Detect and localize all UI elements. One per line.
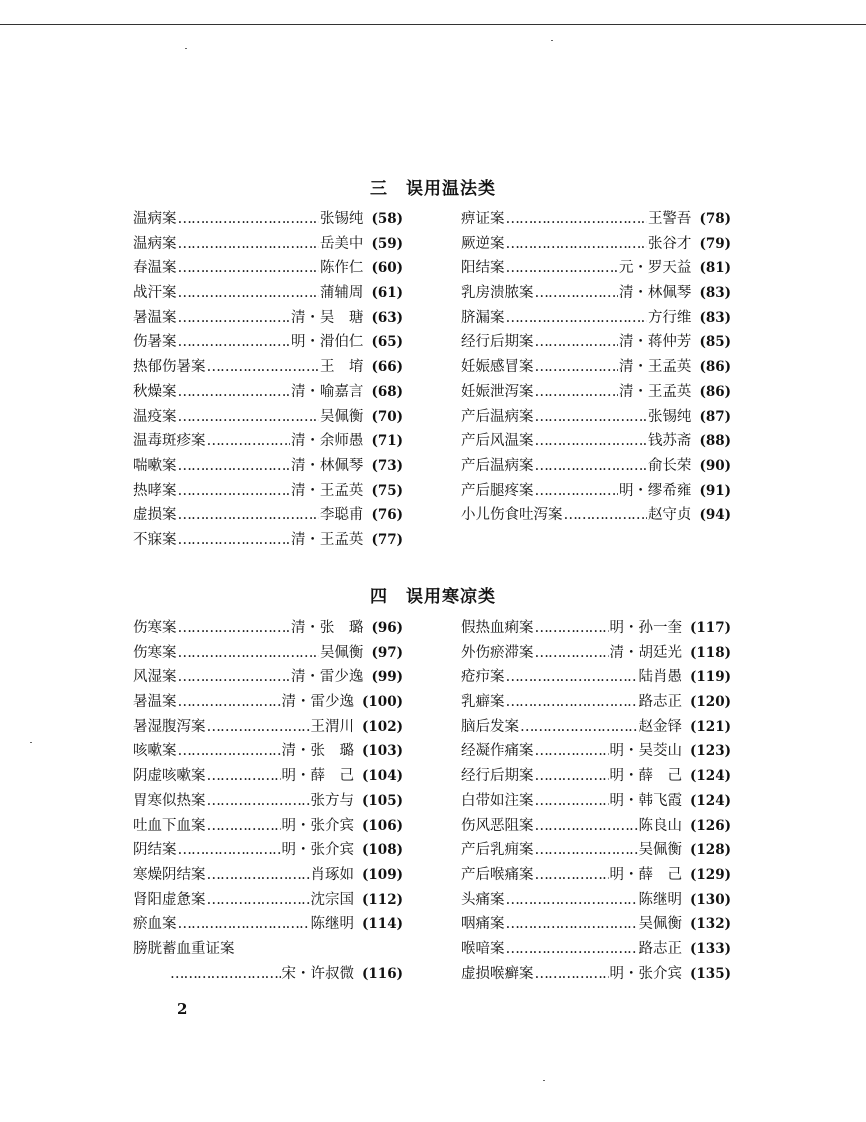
entry-author: 肖琢如 xyxy=(310,866,355,883)
toc-entry xyxy=(461,739,731,764)
entry-page: (65) xyxy=(371,334,403,351)
entry-title: 暑温案 xyxy=(133,309,177,326)
entry-page: (85) xyxy=(699,334,731,351)
entry-page: (61) xyxy=(371,285,403,302)
entry-title: 乳房溃脓案 xyxy=(461,285,534,302)
entry-title: 伤暑案 xyxy=(133,334,177,351)
toc-entry xyxy=(133,863,403,888)
section-number: 四 xyxy=(370,587,388,607)
entry-author: 清・喻嘉言 xyxy=(290,383,364,400)
toc-entry xyxy=(461,665,731,690)
entry-page: (102) xyxy=(362,718,403,735)
entry-author: 明・缪希雍 xyxy=(618,482,692,499)
page-number: 2 xyxy=(177,1000,188,1018)
toc-entry xyxy=(461,715,731,740)
leader-dots xyxy=(564,503,647,528)
entry-title: 热郁伤暑案 xyxy=(133,359,206,376)
toc-entry xyxy=(461,690,731,715)
entry-title: 温病案 xyxy=(133,211,177,227)
entry-page: (103) xyxy=(362,743,403,760)
toc-entry xyxy=(461,479,731,504)
leader-dots xyxy=(170,962,281,987)
entry-title: 春温案 xyxy=(133,260,177,277)
toc-entry xyxy=(133,888,403,913)
scan-speck xyxy=(551,40,553,41)
leader-dots xyxy=(178,528,290,553)
entry-title: 风湿案 xyxy=(133,669,177,686)
entry-author: 明・薛 己 xyxy=(609,768,683,785)
entry-title: 脐漏案 xyxy=(461,309,505,326)
toc-entry xyxy=(133,690,403,715)
entry-title: 阴虚咳嗽案 xyxy=(133,768,206,785)
entry-title: 咽痛案 xyxy=(461,916,505,933)
leader-dots xyxy=(535,739,609,764)
toc-entry xyxy=(461,962,731,987)
entry-page: (108) xyxy=(362,842,403,859)
entry-author: 清・蒋仲芳 xyxy=(618,334,692,351)
entry-author: 清・王孟英 xyxy=(618,359,692,376)
leader-dots xyxy=(207,863,310,888)
leader-dots xyxy=(535,641,609,666)
leader-dots xyxy=(520,715,638,740)
toc-entry xyxy=(133,789,403,814)
entry-page: (81) xyxy=(699,260,731,277)
entry-author: 路志正 xyxy=(638,940,683,957)
entry-page: (86) xyxy=(699,383,731,400)
leader-dots xyxy=(535,355,618,380)
entry-title: 疮疖案 xyxy=(461,669,505,686)
entry-page: (75) xyxy=(371,482,403,499)
entry-author: 俞长荣 xyxy=(647,457,692,474)
toc-entry xyxy=(133,207,403,232)
leader-dots xyxy=(178,616,290,641)
toc-entry xyxy=(461,616,731,641)
entry-page: (83) xyxy=(699,309,731,326)
leader-dots xyxy=(178,256,319,281)
entry-title: 秋燥案 xyxy=(133,383,177,400)
entry-title: 产后腿疼案 xyxy=(461,482,534,499)
entry-page: (78) xyxy=(699,211,731,227)
leader-dots xyxy=(535,789,609,814)
entry-author: 陈继明 xyxy=(638,891,683,908)
leader-dots xyxy=(207,814,281,839)
entry-title: 妊娠泄泻案 xyxy=(461,383,534,400)
leader-dots xyxy=(178,281,319,306)
toc-entry xyxy=(461,330,731,355)
toc-entry xyxy=(133,739,403,764)
entry-author: 岳美中 xyxy=(319,235,364,252)
entry-author: 清・林佩琴 xyxy=(290,457,364,474)
entry-title: 暑湿腹泻案 xyxy=(133,718,206,735)
entry-author: 赵金铎 xyxy=(638,718,683,735)
entry-title: 瘀血案 xyxy=(133,916,177,933)
entry-page: (88) xyxy=(699,433,731,450)
entry-page: (129) xyxy=(690,866,731,883)
entry-author: 张锡纯 xyxy=(647,408,692,425)
entry-title: 温疫案 xyxy=(133,408,177,425)
entry-page: (117) xyxy=(690,620,731,636)
leader-dots xyxy=(178,330,290,355)
entry-page: (58) xyxy=(371,211,403,227)
entry-title: 肾阳虚惫案 xyxy=(133,891,206,908)
entry-page: (112) xyxy=(362,891,403,908)
entry-author: 清・林佩琴 xyxy=(618,285,692,302)
entry-page: (106) xyxy=(362,817,403,834)
leader-dots xyxy=(178,503,319,528)
entry-page: (128) xyxy=(690,842,731,859)
entry-page: (109) xyxy=(362,866,403,883)
entry-page: (73) xyxy=(371,457,403,474)
toc-entry xyxy=(461,454,731,479)
entry-title: 脑后发案 xyxy=(461,718,519,735)
entry-title: 痹证案 xyxy=(461,211,505,227)
scan-speck xyxy=(185,48,187,49)
entry-title: 虚损喉癣案 xyxy=(461,965,534,982)
leader-dots xyxy=(535,479,618,504)
toc-entry xyxy=(461,380,731,405)
section-title: 误用寒凉类 xyxy=(406,587,496,607)
section-heading xyxy=(0,174,866,199)
entry-author: 王警吾 xyxy=(647,211,692,227)
leader-dots xyxy=(535,330,618,355)
leader-dots xyxy=(506,306,647,331)
entry-author: 明・孙一奎 xyxy=(609,620,683,636)
entry-title: 产后温病案 xyxy=(461,408,534,425)
entry-author: 陈作仁 xyxy=(319,260,364,277)
entry-page: (71) xyxy=(371,433,403,450)
section-heading xyxy=(0,582,866,607)
entry-author: 明・滑伯仁 xyxy=(290,334,364,351)
entry-author: 路志正 xyxy=(638,694,683,711)
toc-entry xyxy=(461,888,731,913)
entry-author: 沈宗国 xyxy=(310,891,355,908)
leader-dots xyxy=(535,764,609,789)
toc-entry xyxy=(461,838,731,863)
entry-author: 清・雷少逸 xyxy=(290,669,364,686)
toc-column-right xyxy=(461,616,731,986)
entry-title: 产后温病案 xyxy=(461,457,534,474)
toc-entry xyxy=(133,503,403,528)
entry-title: 伤风恶阻案 xyxy=(461,817,534,834)
top-rule xyxy=(0,24,866,25)
entry-title: 妊娠感冒案 xyxy=(461,359,534,376)
toc-entry xyxy=(461,912,731,937)
toc-entry xyxy=(133,429,403,454)
entry-author: 清・雷少逸 xyxy=(281,694,355,711)
toc-entry xyxy=(461,764,731,789)
leader-dots xyxy=(506,207,647,232)
entry-page: (94) xyxy=(699,507,731,524)
toc-column-left xyxy=(133,207,403,553)
toc-entry xyxy=(133,306,403,331)
leader-dots xyxy=(535,863,609,888)
entry-page: (76) xyxy=(371,507,403,524)
entry-author: 陆肖愚 xyxy=(638,669,683,686)
toc-entry xyxy=(133,528,403,553)
toc-entry xyxy=(133,962,403,987)
entry-page: (70) xyxy=(371,408,403,425)
entry-page: (99) xyxy=(371,669,403,686)
toc-entry xyxy=(133,380,403,405)
entry-page: (123) xyxy=(690,743,731,760)
toc-entry xyxy=(133,281,403,306)
entry-title: 乳癖案 xyxy=(461,694,505,711)
toc-entry xyxy=(133,454,403,479)
entry-page: (118) xyxy=(690,644,731,661)
section-number: 三 xyxy=(370,179,388,199)
leader-dots xyxy=(207,355,319,380)
leader-dots xyxy=(535,454,647,479)
entry-author: 清・王孟英 xyxy=(290,482,364,499)
entry-title: 产后喉痛案 xyxy=(461,866,534,883)
entry-page: (59) xyxy=(371,235,403,252)
toc-entry xyxy=(133,330,403,355)
entry-author: 李聪甫 xyxy=(319,507,364,524)
entry-page: (100) xyxy=(362,694,403,711)
entry-author: 张谷才 xyxy=(647,235,692,252)
leader-dots xyxy=(207,715,310,740)
leader-dots xyxy=(506,665,638,690)
entry-title: 外伤瘀滞案 xyxy=(461,644,534,661)
entry-title: 经凝作痛案 xyxy=(461,743,534,760)
toc-entry xyxy=(461,789,731,814)
entry-author: 吴佩衡 xyxy=(319,644,364,661)
entry-page: (66) xyxy=(371,359,403,376)
leader-dots xyxy=(535,962,609,987)
entry-author: 元・罗天益 xyxy=(618,260,692,277)
leader-dots xyxy=(506,690,638,715)
entry-author: 宋・许叔微 xyxy=(281,965,355,982)
entry-page: (91) xyxy=(699,482,731,499)
toc-entry xyxy=(461,207,731,232)
leader-dots xyxy=(506,937,638,962)
entry-title: 厥逆案 xyxy=(461,235,505,252)
leader-dots xyxy=(535,405,647,430)
entry-title: 吐血下血案 xyxy=(133,817,206,834)
leader-dots xyxy=(506,232,647,257)
entry-author: 清・张 璐 xyxy=(281,743,355,760)
entry-title: 温病案 xyxy=(133,235,177,252)
entry-author: 清・王孟英 xyxy=(618,383,692,400)
leader-dots xyxy=(178,306,290,331)
leader-dots xyxy=(178,232,319,257)
entry-author: 明・张介宾 xyxy=(609,965,683,982)
toc-entry xyxy=(133,665,403,690)
toc-column-left xyxy=(133,616,403,986)
toc-entry xyxy=(133,814,403,839)
toc-entry xyxy=(133,405,403,430)
entry-page: (124) xyxy=(690,792,731,809)
toc-entry xyxy=(133,232,403,257)
leader-dots xyxy=(178,479,290,504)
scan-speck xyxy=(543,1080,545,1081)
leader-dots xyxy=(178,454,290,479)
entry-title: 热哮案 xyxy=(133,482,177,499)
leader-dots xyxy=(178,690,281,715)
entry-author: 明・薛 己 xyxy=(609,866,683,883)
entry-title: 伤寒案 xyxy=(133,644,177,661)
entry-author: 清・吴 瑭 xyxy=(290,309,364,326)
entry-title: 膀胱蓄血重证案 xyxy=(133,940,235,957)
entry-page: (97) xyxy=(371,644,403,661)
leader-dots xyxy=(535,838,638,863)
entry-page: (83) xyxy=(699,285,731,302)
entry-author: 王渭川 xyxy=(310,718,355,735)
entry-author: 清・余师愚 xyxy=(290,433,364,450)
entry-title: 经行后期案 xyxy=(461,334,534,351)
entry-title: 阴结案 xyxy=(133,842,177,859)
leader-dots xyxy=(207,789,310,814)
toc-column-right xyxy=(461,207,731,528)
entry-title: 温毒斑疹案 xyxy=(133,433,206,450)
entry-title: 不寐案 xyxy=(133,531,177,548)
entry-page: (87) xyxy=(699,408,731,425)
entry-page: (63) xyxy=(371,309,403,326)
leader-dots xyxy=(178,739,281,764)
entry-title: 伤寒案 xyxy=(133,620,177,636)
toc-entry xyxy=(133,838,403,863)
entry-title: 产后风温案 xyxy=(461,433,534,450)
entry-author: 明・吴茭山 xyxy=(609,743,683,760)
toc-entry xyxy=(461,232,731,257)
entry-author: 赵守贞 xyxy=(647,507,692,524)
entry-author: 明・薛 己 xyxy=(281,768,355,785)
leader-dots xyxy=(535,814,638,839)
leader-dots xyxy=(207,429,290,454)
entry-title: 寒燥阴结案 xyxy=(133,866,206,883)
entry-page: (114) xyxy=(362,916,403,933)
entry-title: 小儿伤食吐泻案 xyxy=(461,507,563,524)
entry-page: (60) xyxy=(371,260,403,277)
leader-dots xyxy=(207,764,281,789)
toc-entry xyxy=(461,306,731,331)
entry-page: (105) xyxy=(362,792,403,809)
entry-title: 经行后期案 xyxy=(461,768,534,785)
leader-dots xyxy=(207,888,310,913)
entry-page: (77) xyxy=(371,531,403,548)
entry-title: 阳结案 xyxy=(461,260,505,277)
leader-dots xyxy=(535,429,647,454)
toc-entry xyxy=(461,405,731,430)
entry-title: 暑温案 xyxy=(133,694,177,711)
entry-page: (68) xyxy=(371,383,403,400)
entry-author: 张锡纯 xyxy=(319,211,364,227)
entry-page: (96) xyxy=(371,620,403,636)
toc-entry xyxy=(133,764,403,789)
leader-dots xyxy=(178,912,310,937)
leader-dots xyxy=(506,888,638,913)
entry-author: 吴佩衡 xyxy=(319,408,364,425)
entry-author: 张方与 xyxy=(310,792,355,809)
toc-entry xyxy=(133,479,403,504)
entry-page: (79) xyxy=(699,235,731,252)
entry-title: 假热血痢案 xyxy=(461,620,534,636)
toc-entry xyxy=(461,256,731,281)
entry-page: (126) xyxy=(690,817,731,834)
leader-dots xyxy=(178,405,319,430)
scan-speck xyxy=(30,742,32,743)
entry-title: 头痛案 xyxy=(461,891,505,908)
toc-entry xyxy=(461,863,731,888)
entry-author: 吴佩衡 xyxy=(638,842,683,859)
entry-author: 明・张介宾 xyxy=(281,842,355,859)
entry-author: 蒲辅周 xyxy=(319,285,364,302)
entry-author: 吴佩衡 xyxy=(638,916,683,933)
toc-entry xyxy=(461,355,731,380)
entry-author: 明・张介宾 xyxy=(281,817,355,834)
section-title: 误用温法类 xyxy=(406,179,496,199)
entry-title: 战汗案 xyxy=(133,285,177,302)
entry-author: 陈良山 xyxy=(638,817,683,834)
toc-entry xyxy=(133,641,403,666)
entry-page: (116) xyxy=(362,965,403,982)
entry-page: (124) xyxy=(690,768,731,785)
leader-dots xyxy=(535,281,618,306)
entry-author: 方行维 xyxy=(647,309,692,326)
entry-page: (120) xyxy=(690,694,731,711)
leader-dots xyxy=(535,380,618,405)
toc-entry xyxy=(461,641,731,666)
entry-author: 清・王孟英 xyxy=(290,531,364,548)
entry-title: 白带如注案 xyxy=(461,792,534,809)
toc-entry xyxy=(133,912,403,937)
entry-page: (133) xyxy=(690,940,731,957)
entry-page: (135) xyxy=(690,965,731,982)
entry-author: 钱苏斋 xyxy=(647,433,692,450)
entry-title: 胃寒似热案 xyxy=(133,792,206,809)
leader-dots xyxy=(506,256,618,281)
entry-page: (130) xyxy=(690,891,731,908)
entry-author: 明・韩飞霞 xyxy=(609,792,683,809)
toc-entry xyxy=(461,281,731,306)
entry-author: 陈继明 xyxy=(310,916,355,933)
toc-entry xyxy=(461,937,731,962)
entry-page: (90) xyxy=(699,457,731,474)
toc-entry xyxy=(461,503,731,528)
entry-page: (119) xyxy=(690,669,731,686)
leader-dots xyxy=(178,665,290,690)
leader-dots xyxy=(178,641,319,666)
entry-page: (86) xyxy=(699,359,731,376)
entry-page: (104) xyxy=(362,768,403,785)
leader-dots xyxy=(535,616,609,641)
leader-dots xyxy=(178,380,290,405)
toc-entry xyxy=(133,616,403,641)
leader-dots xyxy=(506,912,638,937)
entry-author: 王 堉 xyxy=(319,359,364,376)
toc-entry xyxy=(133,937,403,962)
toc-entry xyxy=(133,355,403,380)
entry-title: 产后乳痈案 xyxy=(461,842,534,859)
leader-dots xyxy=(178,838,281,863)
entry-page: (132) xyxy=(690,916,731,933)
toc-entry xyxy=(461,814,731,839)
leader-dots xyxy=(178,207,319,232)
entry-title: 虚损案 xyxy=(133,507,177,524)
entry-page: (121) xyxy=(690,718,731,735)
toc-entry xyxy=(461,429,731,454)
entry-author: 清・胡廷光 xyxy=(609,644,683,661)
toc-entry xyxy=(133,256,403,281)
toc-entry xyxy=(133,715,403,740)
entry-title: 咳嗽案 xyxy=(133,743,177,760)
entry-author: 清・张 璐 xyxy=(290,620,364,636)
entry-title: 喉喑案 xyxy=(461,940,505,957)
entry-title: 喘嗽案 xyxy=(133,457,177,474)
